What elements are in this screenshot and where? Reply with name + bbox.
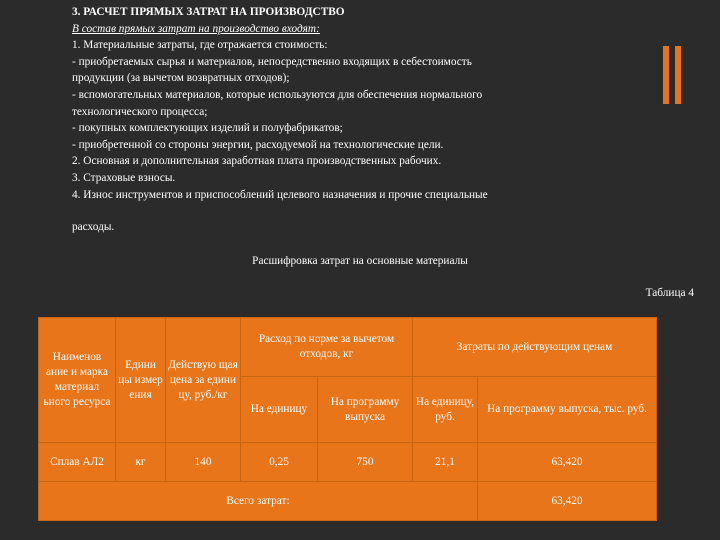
header-costs: Затраты по действующим ценам bbox=[413, 318, 657, 377]
text-line: 1. Материальные затраты, где отражается стоимость: bbox=[72, 39, 328, 52]
table-caption: Расшифровка затрат на основные материалы bbox=[252, 255, 468, 267]
text-line-last: расходы. bbox=[72, 221, 115, 234]
header-norm-consumption: Расход по норме за вычетом отходов, кг bbox=[241, 318, 413, 377]
total-label: Всего затрат: bbox=[39, 482, 478, 521]
text-line: - приобретенной со стороны энергии, расходуемой на технологические цели. bbox=[72, 138, 444, 151]
table-row bbox=[39, 443, 657, 482]
table-number-label: Таблица 4 bbox=[645, 287, 694, 299]
text-line: - вспомогательных материалов, которые используются для обеспечения нормального bbox=[72, 88, 483, 101]
slide-text-block bbox=[72, 4, 642, 236]
table-total-row bbox=[39, 482, 657, 521]
text-line: продукции (за вычетом возвратных отходов); bbox=[72, 72, 290, 85]
total-value: 63,420 bbox=[478, 482, 657, 521]
header-resource-name: Наименов ание и марка материал ьного ресурса bbox=[39, 318, 116, 443]
materials-cost-table bbox=[38, 317, 657, 521]
cell-norm-program: 750 bbox=[318, 443, 413, 482]
text-line: 2. Основная и дополнительная заработная плата производственных рабочих. bbox=[72, 155, 442, 168]
cell-cost-per-unit: 21,1 bbox=[413, 443, 478, 482]
slide-title: 3. РАСЧЕТ ПРЯМЫХ ЗАТРАТ НА ПРОИЗВОДСТВО bbox=[72, 6, 345, 18]
text-line: - покупных комплектующих изделий и полуфабрикатов; bbox=[72, 122, 343, 135]
cell-unit: кг bbox=[116, 443, 166, 482]
table-header-row bbox=[39, 318, 657, 377]
subheader-cost-program: На программу выпуска, тыс. руб. bbox=[478, 377, 657, 443]
text-line: технологического процесса; bbox=[72, 105, 208, 118]
text-line: 4. Износ инструментов и приспособлений целевого назначения и прочие специальные bbox=[72, 188, 488, 201]
spacer bbox=[72, 203, 642, 219]
accent-bar-right bbox=[675, 46, 681, 104]
cell-resource-name: Сплав АЛ2 bbox=[39, 443, 116, 482]
header-unit: Едини цы измер ения bbox=[116, 318, 166, 443]
text-line: - приобретаемых сырья и материалов, непосредственно входящих в себестоимость bbox=[72, 55, 472, 68]
cell-cost-program: 63,420 bbox=[478, 443, 657, 482]
cell-price: 140 bbox=[166, 443, 241, 482]
subheader-norm-per-unit: На единицу bbox=[241, 377, 318, 443]
slide-subtitle: В состав прямых затрат на производство входят: bbox=[72, 22, 320, 35]
subheader-cost-per-unit: На единицу, руб. bbox=[413, 377, 478, 443]
accent-bar-left bbox=[663, 46, 669, 104]
cell-norm-per-unit: 0,25 bbox=[241, 443, 318, 482]
header-price: Действую щая цена за едини цу, руб./кг bbox=[166, 318, 241, 443]
text-line: 3. Страховые взносы. bbox=[72, 171, 176, 184]
subheader-norm-program: На программу выпуска bbox=[318, 377, 413, 443]
